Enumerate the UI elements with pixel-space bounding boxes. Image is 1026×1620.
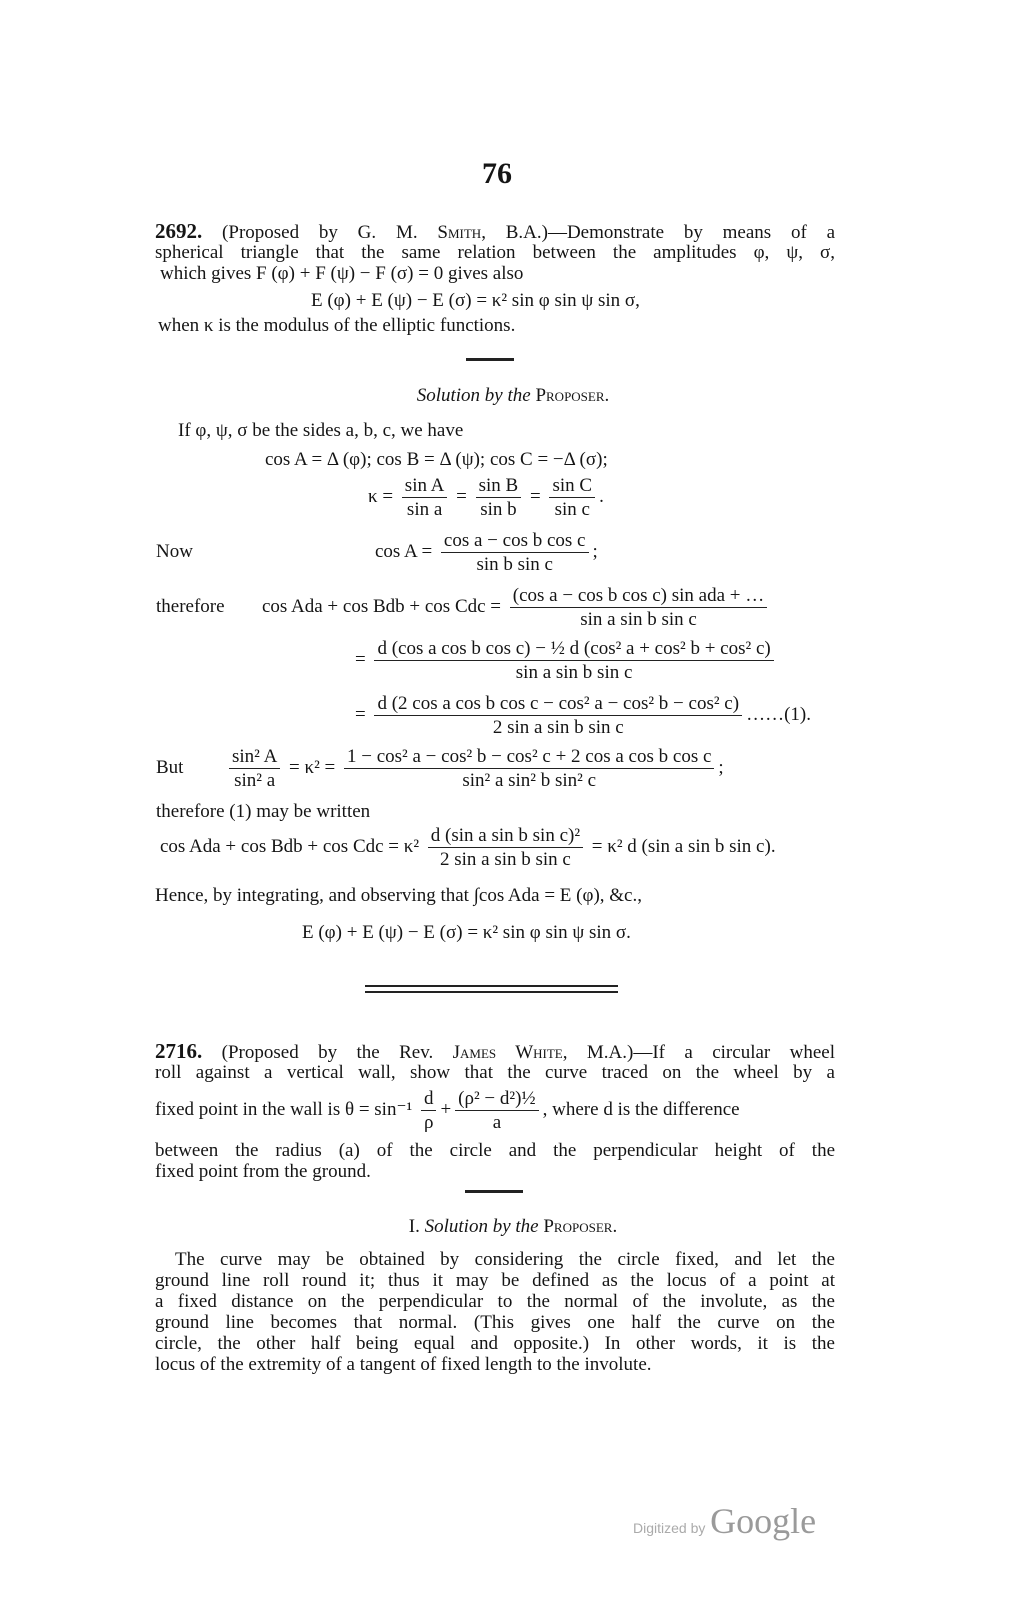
problem-2692-line2: spherical triangle that the same relation between the amplitudes φ, ψ, σ, — [155, 242, 835, 263]
denominator: sin b sin c — [476, 554, 553, 575]
step3-equation — [355, 693, 811, 738]
written-line: therefore (1) may be written — [156, 801, 371, 822]
text: + — [440, 1098, 452, 1120]
problem-2716-line2: roll against a vertical wall, show that the curve traced on the wheel by a — [155, 1062, 835, 1083]
solution-heading — [0, 385, 1026, 406]
hence-line: Hence, by integrating, and observing that ∫cos Ada = E (φ), &c., — [155, 885, 642, 906]
numerator: d (2 cos a cos b cos c − cos² a − cos² b − cos² c) — [374, 693, 742, 716]
numerator: sin² A — [229, 746, 280, 769]
text: = — [456, 485, 467, 507]
fraction — [344, 746, 714, 791]
numerator: d (cos a cos b cos c) − ½ d (cos² a + cos² b + cos² c) — [374, 638, 773, 661]
fraction — [476, 475, 522, 520]
problem-number: 2716. — [155, 1039, 203, 1063]
now-equation — [375, 530, 598, 575]
paragraph-line: a fixed distance on the perpendicular to the normal of the involute, as the — [155, 1291, 835, 1312]
fraction — [374, 693, 742, 738]
denominator: sin a sin b sin c — [580, 609, 697, 630]
text: Solution by the — [416, 385, 536, 406]
fraction — [402, 475, 448, 520]
but-label: But — [156, 757, 184, 778]
numerator: sin C — [549, 475, 595, 498]
text: = κ² d (sin a sin b sin c). — [591, 835, 776, 857]
double-rule-bottom — [365, 991, 618, 993]
text: Proposer. — [543, 1216, 618, 1237]
paragraph-line: ground line roll round it; thus it may be defined as the locus of a point at — [155, 1270, 835, 1291]
numerator: sin A — [402, 475, 448, 498]
equation-tag: ……(1). — [746, 703, 811, 725]
step2-equation — [355, 638, 778, 683]
text: , where d is the difference — [542, 1098, 740, 1120]
fraction — [510, 585, 767, 630]
author-name: James White — [452, 1042, 563, 1063]
separator-rule — [465, 1190, 523, 1193]
final-equation — [160, 825, 776, 870]
text: fixed point in the wall is θ = sin⁻¹ — [155, 1098, 413, 1120]
fraction — [441, 530, 589, 575]
text: ; — [592, 540, 598, 562]
denominator: 2 sin a sin b sin c — [492, 717, 624, 738]
text: Proposer. — [535, 385, 610, 406]
numerator: sin B — [476, 475, 522, 498]
numerator: cos a − cos b cos c — [441, 530, 589, 553]
problem-2716-line5: fixed point from the ground. — [155, 1161, 371, 1182]
problem-2716-line3 — [155, 1088, 740, 1133]
text: . — [599, 485, 604, 507]
denominator: ρ — [423, 1112, 434, 1133]
denominator: sin² a sin² b sin² c — [462, 770, 597, 791]
text: I. — [408, 1216, 425, 1237]
paragraph-line: circle, the other half being equal and opposite.) In other words, it is the — [155, 1333, 835, 1354]
fraction — [374, 638, 773, 683]
numerator: d (sin a sin b sin c)² — [428, 825, 583, 848]
fraction — [428, 825, 583, 870]
problem-2692-line5: when κ is the modulus of the elliptic functions. — [158, 315, 516, 336]
fraction — [455, 1088, 539, 1133]
text: κ = — [368, 485, 394, 507]
now-label: Now — [156, 541, 193, 562]
denominator: sin² a — [234, 770, 276, 791]
double-rule-top — [365, 985, 618, 987]
paragraph-line: locus of the extremity of a tangent of fixed length to the involute. — [155, 1354, 652, 1375]
fraction — [421, 1088, 437, 1133]
denominator: sin a — [406, 499, 443, 520]
page-number: 76 — [482, 157, 512, 190]
text: (Proposed by the Rev. — [221, 1042, 453, 1063]
text: Digitized by — [633, 1520, 706, 1536]
numerator: 1 − cos² a − cos² b − cos² c + 2 cos a cos b cos c — [344, 746, 714, 769]
therefore-equation — [262, 585, 771, 630]
text: cos Ada + cos Bdb + cos Cdc = κ² — [160, 835, 420, 857]
text: = κ² = — [289, 756, 336, 778]
solution-heading — [0, 1216, 1026, 1237]
denominator: 2 sin a sin b sin c — [439, 849, 571, 870]
problem-2716-line4: between the radius (a) of the circle and the perpendicular height of the — [155, 1140, 835, 1161]
separator-rule — [466, 358, 514, 361]
problem-2692-line3: which gives F (φ) + F (ψ) − F (σ) = 0 gives also — [160, 263, 524, 284]
problem-number: 2692. — [155, 219, 203, 243]
numerator: (ρ² − d²)½ — [455, 1088, 539, 1111]
denominator: a — [492, 1112, 502, 1133]
author-name: Smith — [437, 222, 482, 243]
text: cos A = — [375, 540, 433, 562]
therefore-label: therefore — [156, 596, 225, 617]
result-equation: E (φ) + E (ψ) − E (σ) = κ² sin φ sin ψ sin σ. — [302, 922, 631, 943]
denominator: sin b — [480, 499, 517, 520]
denominator: sin c — [554, 499, 590, 520]
text: Solution by the — [424, 1216, 544, 1237]
denominator: sin a sin b sin c — [515, 662, 633, 683]
text: = — [529, 485, 541, 507]
fraction — [229, 746, 280, 791]
text: cos Ada + cos Bdb + cos Cdc = — [262, 595, 502, 617]
numerator: (cos a − cos b cos c) sin ada + … — [510, 585, 767, 608]
digitized-by-google-watermark — [633, 1500, 816, 1542]
kappa-equation — [368, 475, 604, 520]
problem-2692-equation: E (φ) + E (ψ) − E (σ) = κ² sin φ sin ψ sin σ, — [311, 290, 640, 311]
text: , B.A.)—Demonstrate by means of a — [481, 222, 835, 243]
fraction — [549, 475, 595, 520]
cos-relations: cos A = Δ (φ); cos B = Δ (ψ); cos C = −Δ (σ); — [265, 449, 608, 470]
but-equation — [225, 746, 724, 791]
text: ; — [718, 756, 724, 778]
solution-intro: If φ, ψ, σ be the sides a, b, c, we have — [178, 420, 464, 441]
problem-2716-line1 — [155, 1041, 835, 1063]
text: (Proposed by G. M. — [222, 222, 438, 243]
text: = — [355, 703, 366, 725]
text: , M.A.)—If a circular wheel — [562, 1042, 836, 1063]
google-logo: Google — [710, 1501, 817, 1541]
text: = — [355, 648, 366, 670]
paragraph-line: ground line becomes that normal. (This gives one half the curve on the — [155, 1312, 835, 1333]
numerator: d — [421, 1088, 437, 1111]
paragraph-line: The curve may be obtained by considering the circle fixed, and let the — [175, 1249, 835, 1270]
problem-2692-line1 — [155, 221, 835, 243]
